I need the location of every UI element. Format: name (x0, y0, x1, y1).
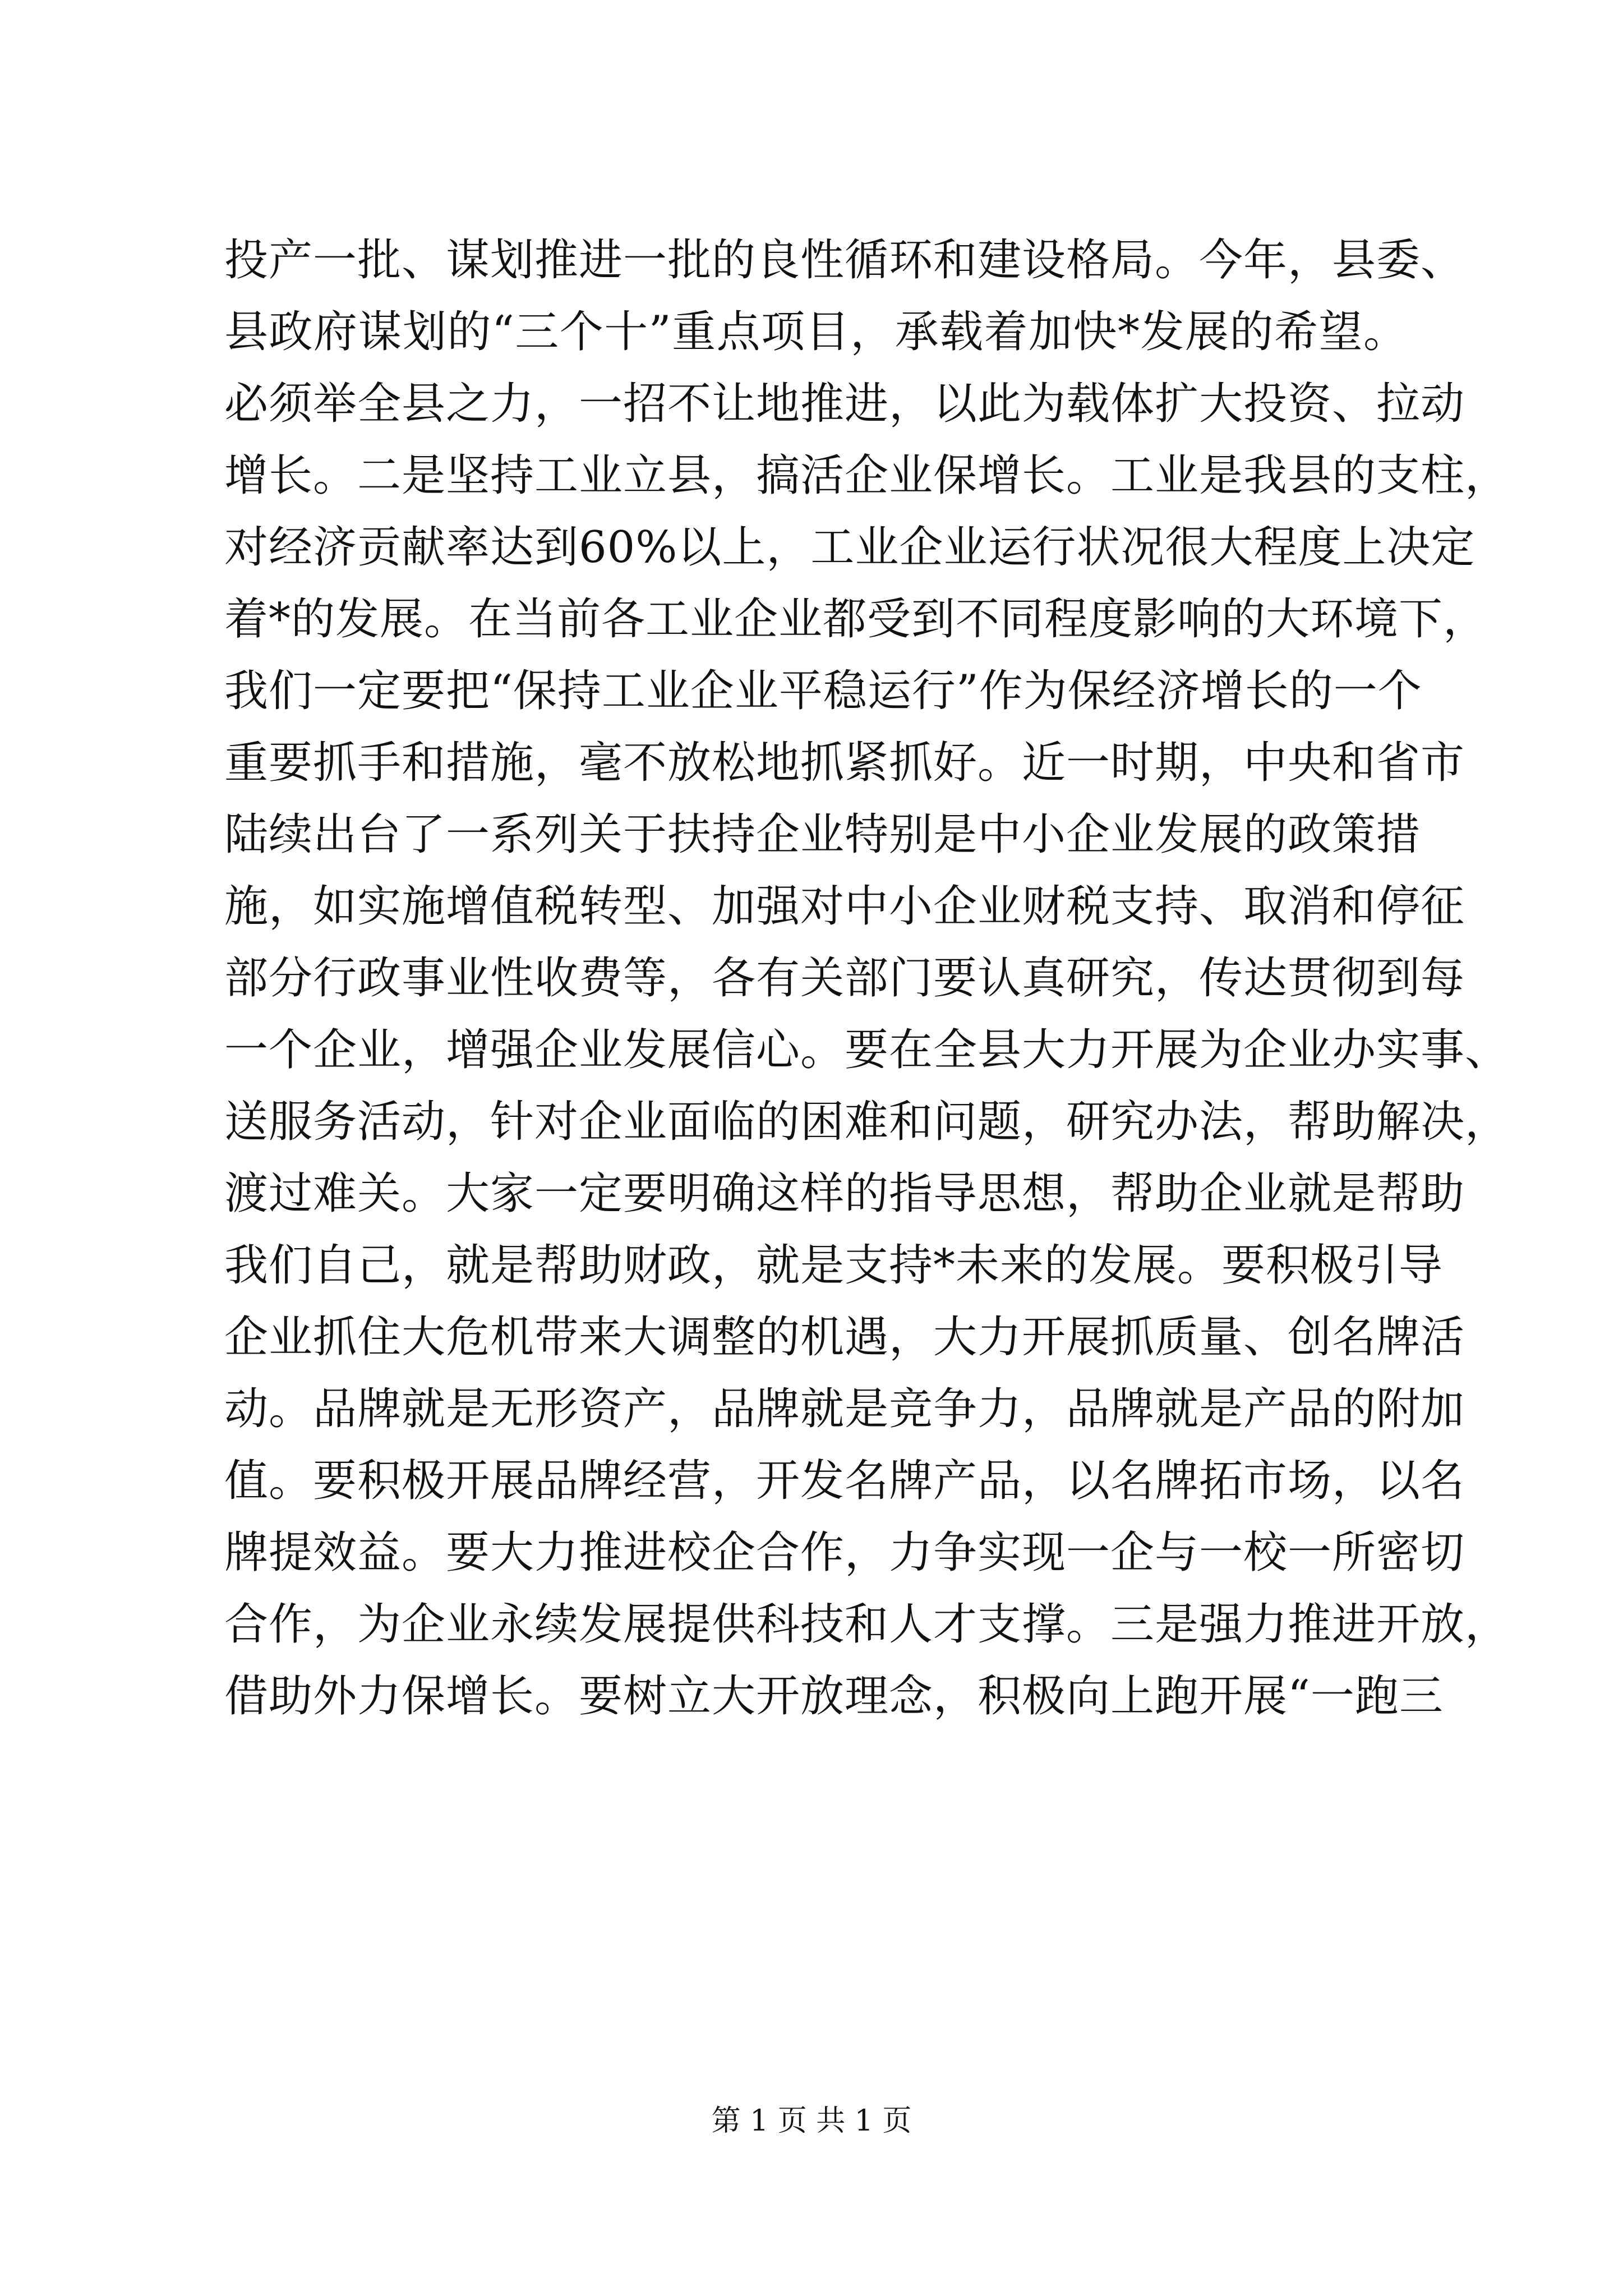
text-line: 施，如实施增值税转型、加强对中小企业财税支持、取消和停征 (224, 881, 1465, 932)
text-line: 我们一定要把“保持工业企业平稳运行”作为保经济增长的一个 (224, 666, 1422, 716)
text-line: 对经济贡献率达到60%以上，工业企业运行状况很大程度上决定 (224, 522, 1476, 573)
text-line: 牌提效益。要大力推进校企合作，力争实现一企与一校一所密切 (224, 1527, 1465, 1578)
body-paragraph (224, 224, 1510, 1732)
text-line: 送服务活动，针对企业面临的困难和问题，研究办法，帮助解决， (224, 1097, 1510, 1147)
text-line: 县政府谋划的“三个十”重点项目，承载着加快*发展的希望。 (224, 307, 1408, 357)
text-line: 企业抓住大危机带来大调整的机遇，大力开展抓质量、创名牌活 (224, 1312, 1465, 1363)
text-line: 我们自己，就是帮助财政，就是支持*未来的发展。要积极引导 (224, 1240, 1444, 1291)
text-line: 借助外力保增长。要树立大开放理念，积极向上跑开展“一跑三 (224, 1671, 1444, 1722)
text-line: 必须举全县之力，一招不让地推进，以此为载体扩大投资、拉动 (224, 379, 1465, 429)
text-line: 着*的发展。在当前各工业企业都受到不同程度影响的大环境下， (224, 594, 1488, 645)
text-line: 增长。二是坚持工业立县，搞活企业保增长。工业是我县的支柱， (224, 450, 1510, 501)
text-line: 一个企业，增强企业发展信心。要在全县大力开展为企业办实事、 (224, 1025, 1510, 1075)
text-line: 合作，为企业永续发展提供科技和人才支撑。三是强力推进开放， (224, 1599, 1510, 1650)
text-line: 投产一批、谋划推进一批的良性循环和建设格局。今年，县委、 (224, 235, 1465, 286)
text-line: 渡过难关。大家一定要明确这样的指导思想，帮助企业就是帮助 (224, 1168, 1465, 1219)
text-line: 重要抓手和措施，毫不放松地抓紧抓好。近一时期，中央和省市 (224, 738, 1465, 788)
text-line: 值。要积极开展品牌经营，开发名牌产品，以名牌拓市场，以名 (224, 1456, 1465, 1506)
text-line: 陆续出台了一系列关于扶持企业特别是中小企业发展的政策措 (224, 809, 1421, 860)
text-line: 动。品牌就是无形资产，品牌就是竞争力，品牌就是产品的附加 (224, 1384, 1465, 1434)
page-number-footer: 第 1 页 共 1 页 (711, 2104, 912, 2138)
text-line: 部分行政事业性收费等，各有关部门要认真研究，传达贯彻到每 (224, 953, 1465, 1004)
